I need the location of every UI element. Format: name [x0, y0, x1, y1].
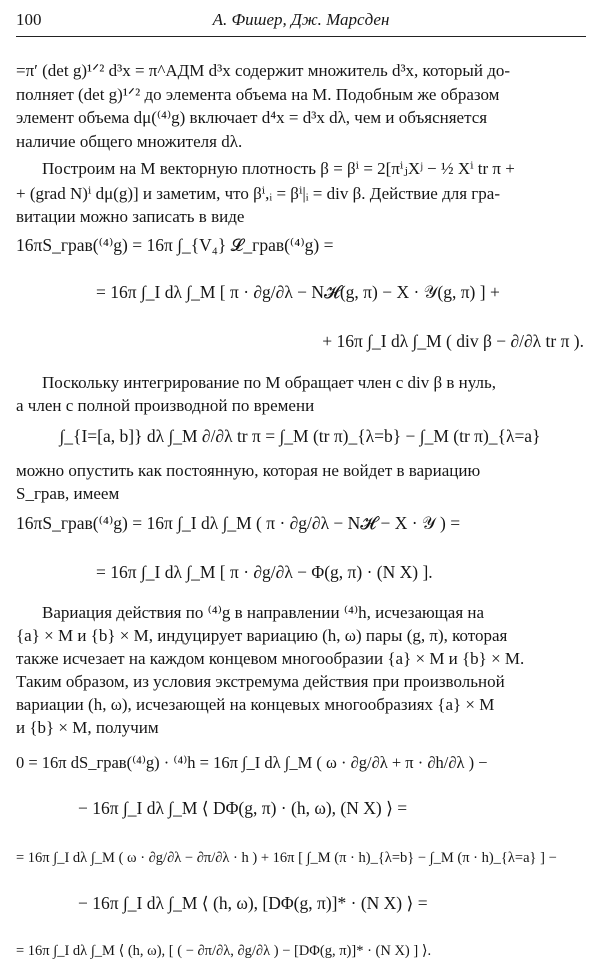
text-line-5: Построим на M векторную плотность β = βⁱ = 2[πⁱⱼXʲ − ½ Xⁱ tr π + — [42, 159, 515, 178]
text-line-10: можно опустить как постоянную, которая не войдет в вариацию — [16, 461, 481, 480]
text-line-6: + (grad N)ⁱ dμ(g)] и заметим, что βⁱ,ᵢ = βⁱ|ᵢ = div β. Действие для гра- — [16, 184, 500, 203]
header-rule — [16, 36, 586, 37]
text-line-12: Вариация действия по ⁽⁴⁾g в направлении ⁽⁴⁾h, исчезающая на — [42, 603, 485, 622]
equation-action-5: = 16π ∫_I dλ ∫_M [ π · ∂g/∂λ − Φ(g, π) · (N X) ]. — [96, 562, 433, 582]
text-line-15: Таким образом, из условия экстремума действия при произвольной — [16, 672, 505, 691]
text-line-11: S_грав, имеем — [16, 484, 120, 503]
equation-variation-3: = 16π ∫_I dλ ∫_M ( ω · ∂g/∂λ − ∂π/∂λ · h ) + 16π [ ∫_M (π · h)_{λ=b} − ∫_M (π · h)_{λ=a} ] − — [16, 850, 557, 866]
text-line-7: витации можно записать в виде — [16, 207, 245, 226]
equation-action-1: 16πS_грав(⁽⁴⁾g) = 16π ∫_{V₄} 𝓛_грав(⁽⁴⁾g) = — [16, 235, 334, 255]
text-line-3: элемент объема dμ(⁽⁴⁾g) включает d⁴x = d³x dλ, чем и объясняется — [16, 108, 488, 127]
page-number: 100 — [16, 10, 42, 29]
text-line-13: {a} × M и {b} × M, индуцирует вариацию (h, ω) пары (g, π), которая — [16, 626, 508, 645]
equation-action-2: = 16π ∫_I dλ ∫_M [ π · ∂g/∂λ − N𝓗(g, π) − X · 𝒴(g, π) ] + — [96, 282, 500, 302]
running-title: А. Фишер, Дж. Марсден — [212, 10, 390, 29]
equation-boundary-term: ∫_{I=[a, b]} dλ ∫_M ∂/∂λ tr π = ∫_M (tr π)_{λ=b} − ∫_M (tr π)_{λ=a} — [59, 426, 541, 446]
text-line-9: а член с полной производной по времени — [16, 396, 315, 415]
text-line-17: и {b} × M, получим — [16, 718, 159, 737]
equation-action-4: 16πS_грав(⁽⁴⁾g) = 16π ∫_I dλ ∫_M ( π · ∂g/∂λ − N𝓗 − X · 𝒴 ) = — [16, 513, 461, 533]
text-line-1: =π′ (det g)¹ᐟ² d³x = π^АДМ d³x содержит множитель d³x, который до- — [16, 61, 511, 80]
equation-variation-1: 0 = 16π dS_грав(⁽⁴⁾g) · ⁽⁴⁾h = 16π ∫_I dλ ∫_M ( ω · ∂g/∂λ + π · ∂h/∂λ ) − — [16, 753, 488, 772]
equation-action-3: + 16π ∫_I dλ ∫_M ( div β − ∂/∂λ tr π ). — [322, 331, 584, 351]
text-line-14: также исчезает на каждом концевом многообразии {a} × M и {b} × M. — [16, 649, 525, 668]
running-header — [16, 10, 586, 36]
text-line-2: полняет (det g)¹ᐟ² до элемента объема на M. Подобным же образом — [16, 85, 500, 104]
equation-variation-5: = 16π ∫_I dλ ∫_M ⟨ (h, ω), [ ( − ∂π/∂λ, ∂g/∂λ ) − [DΦ(g, π)]* · (N X) ] ⟩. — [16, 943, 432, 959]
text-line-4: наличие общего множителя dλ. — [16, 132, 243, 151]
equation-variation-4: − 16π ∫_I dλ ∫_M ⟨ (h, ω), [DΦ(g, π)]* · (N X) ⟩ = — [78, 893, 428, 913]
text-line-8: Поскольку интегрирование по M обращает член с div β в нуль, — [42, 373, 496, 392]
text-line-16: вариации (h, ω), исчезающей на концевых многообразиях {a} × M — [16, 695, 495, 714]
equation-variation-2: − 16π ∫_I dλ ∫_M ⟨ DΦ(g, π) · (h, ω), (N X) ⟩ = — [78, 798, 408, 818]
